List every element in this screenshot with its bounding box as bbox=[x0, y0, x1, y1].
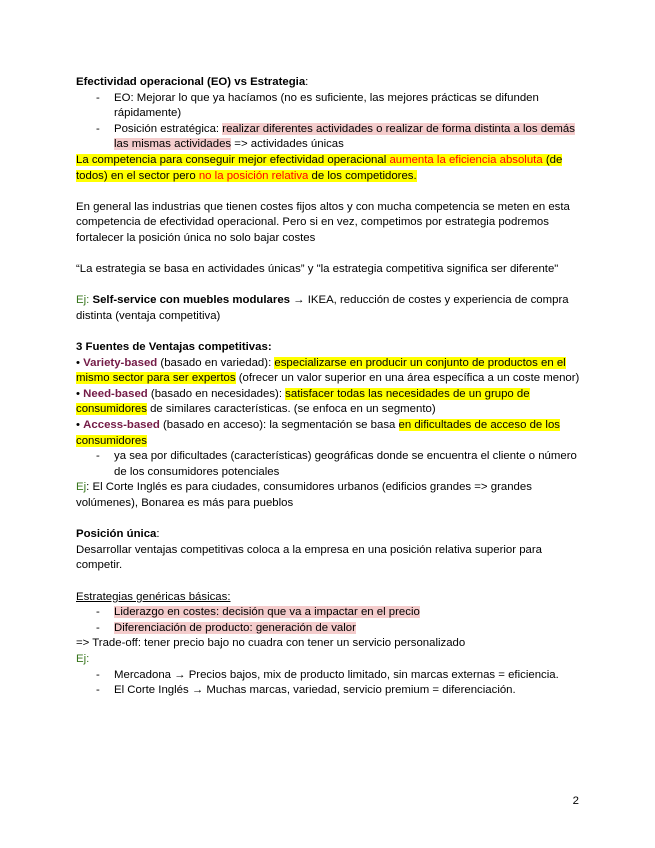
list-item: - EO: Mejorar lo que ya hacíamos (no es suficiente, las mejores prácticas se difunden rápidamente) bbox=[76, 91, 581, 122]
ikea-example: Ej: Self-service con muebles modulares → IKEA, reducción de costes y experiencia de compra distinta (ventaja competitiva) bbox=[76, 294, 569, 322]
section-eo-heading: Efectividad operacional (EO) vs Estrategia: bbox=[76, 76, 309, 88]
industries-paragraph: En general las industrias que tienen costes fijos altos y con mucha competencia se meten en esta competencia de efectividad operacional. Pero si en vez, competimos por estrategia podremos fortalecer la posición única no solo bajar costes bbox=[76, 200, 570, 244]
page-number: 2 bbox=[572, 795, 579, 807]
list-item: - Liderazgo en costes: decisión que va a impactar en el precio bbox=[76, 605, 581, 621]
access-sublist bbox=[76, 449, 581, 480]
document-page bbox=[76, 75, 581, 699]
examples-list bbox=[76, 668, 581, 699]
highlight: realizar diferentes actividades o realizar de forma distinta a los demás las mismas actividades bbox=[114, 122, 575, 151]
tradeoff-line: => Trade-off: tener precio bajo no cuadra con tener un servicio personalizado bbox=[76, 637, 466, 650]
list-item: - Posición estratégica: realizar diferentes actividades o realizar de forma distinta a los demás las mismas actividades => actividades únicas bbox=[76, 122, 581, 153]
competition-paragraph: La competencia para conseguir mejor efectividad operacional aumenta la eficiencia absoluta (de todos) en el sector pero no la posición relativa de los competidores. bbox=[76, 153, 563, 182]
strategy-quote: “La estrategia se basa en actividades únicas” y "la estrategia competitiva significa ser diferente" bbox=[76, 263, 559, 276]
need-based-item: • Need-based (basado en necesidades): satisfacer todas las necesidades de un grupo de consumidores de similares características. (se enfoca en un segmento) bbox=[76, 387, 530, 416]
unique-position-text: Desarrollar ventajas competitivas coloca a la empresa en una posición relativa superior para competir. bbox=[76, 543, 542, 572]
unique-position-heading: Posición única: bbox=[76, 528, 160, 541]
corte-ingles-example: Ej: El Corte Inglés es para ciudades, consumidores urbanos (edificios grandes => grandes volúmenes), Bonarea es más para pueblos bbox=[76, 481, 532, 510]
eo-list bbox=[76, 91, 581, 153]
generic-strategies-heading: Estrategias genéricas básicas: bbox=[76, 590, 231, 603]
list-item: - Mercadona → Precios bajos, mix de producto limitado, sin marcas externas = eficiencia. bbox=[76, 668, 581, 684]
access-based-item: • Access-based (basado en acceso): la segmentación se basa en dificultades de acceso de los consumidores bbox=[76, 419, 560, 447]
section-title: Efectividad operacional (EO) vs Estrategia bbox=[76, 76, 306, 88]
list-item: - Diferenciación de producto: generación de valor bbox=[76, 621, 581, 637]
example-label: Ej: bbox=[76, 652, 90, 665]
list-item: - El Corte Inglés → Muchas marcas, variedad, servicio premium = diferenciación. bbox=[76, 683, 581, 699]
sources-heading: 3 Fuentes de Ventajas competitivas: bbox=[76, 341, 272, 354]
variety-based-item: • Variety-based (basado en variedad): especializarse en producir un conjunto de productos en el mismo sector para ser expertos (ofrecer un valor superior en una área específica a un coste menor) bbox=[76, 356, 580, 385]
list-item: - ya sea por dificultades (características) geográficas donde se encuentra el cliente o número de los consumidores potenciales bbox=[76, 449, 581, 480]
generic-strategies-list bbox=[76, 605, 581, 636]
